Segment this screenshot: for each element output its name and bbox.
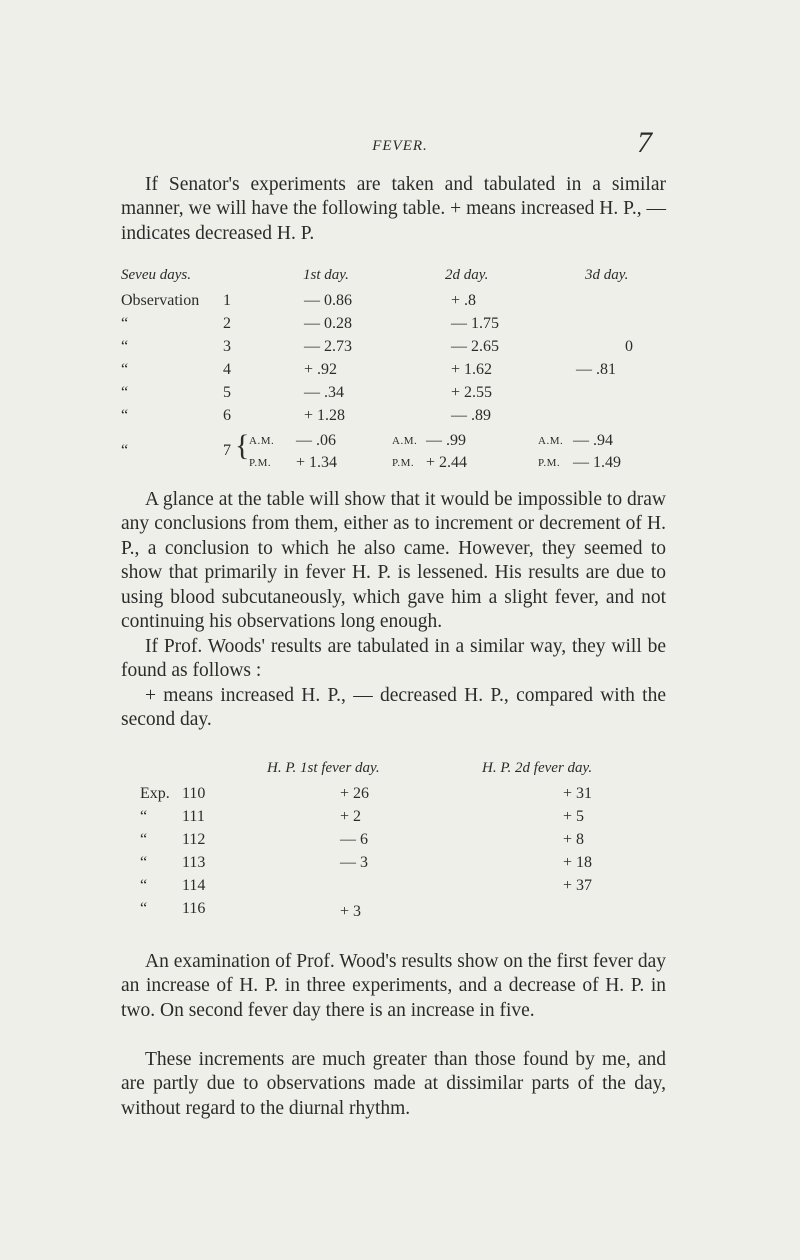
day1-value: — .34 bbox=[304, 384, 344, 401]
day1-value: — 0.28 bbox=[304, 315, 352, 332]
am-label: A.M. bbox=[392, 435, 418, 447]
fever2-value: + 5 bbox=[563, 808, 585, 825]
senator-table bbox=[121, 267, 721, 477]
experiment-number: 114 bbox=[182, 877, 206, 894]
fever1-value: + 26 bbox=[340, 785, 370, 802]
row-number: 3 bbox=[223, 338, 231, 355]
row-label: “ bbox=[140, 831, 148, 848]
row-label: Exp. bbox=[140, 785, 170, 802]
row-label: Observation bbox=[121, 292, 200, 309]
day2-am-value: — .99 bbox=[426, 432, 466, 449]
paragraph-intro: If Senator's experiments are taken and tabulated in a similar manner, we will have the following table. + means increased H. P., — indicates decreased H. P. bbox=[121, 174, 666, 244]
am-label: A.M. bbox=[538, 435, 564, 447]
row-label: “ bbox=[121, 315, 129, 332]
day2-value: + .8 bbox=[451, 292, 477, 309]
paragraph-legend: + means increased H. P., — decreased H. P., compared with the second day. bbox=[121, 685, 666, 731]
day2-value: + 1.62 bbox=[451, 361, 493, 378]
row-number: 4 bbox=[223, 361, 231, 378]
day3-value: — .81 bbox=[576, 361, 616, 378]
day1-value: — 0.86 bbox=[304, 292, 352, 309]
row-number: 7 bbox=[223, 442, 231, 459]
fever1-value: + 3 bbox=[340, 903, 362, 920]
day1-value: + .92 bbox=[304, 361, 338, 378]
paragraph-glance: A glance at the table will show that it would be impossible to draw any conclusions from them, either as to increment or decrement of H. P., a conclusion to which he also came. However, they seemed to show that primarily in fever H. P. is lessened. His results are due to using blood subcutaneously, which gave him a slight fever, and not continuing his observations long enough. bbox=[121, 489, 666, 633]
row-label: “ bbox=[121, 338, 129, 355]
day2-value: — .89 bbox=[451, 407, 491, 424]
row-label: “ bbox=[121, 442, 129, 459]
table-header-fever1: H. P. 1st fever day. bbox=[267, 760, 380, 776]
table-header-day3: 3d day. bbox=[585, 267, 629, 283]
fever2-value: + 31 bbox=[563, 785, 593, 802]
experiment-number: 112 bbox=[182, 831, 206, 848]
row-label: “ bbox=[121, 384, 129, 401]
fever2-value: + 37 bbox=[563, 877, 593, 894]
woods-table bbox=[140, 760, 700, 930]
row-number: 5 bbox=[223, 384, 231, 401]
row-number: 6 bbox=[223, 407, 231, 424]
table-header-day2: 2d day. bbox=[445, 267, 489, 283]
paragraph-woods: If Prof. Woods' results are tabulated in a similar way, they will be found as follows : bbox=[121, 636, 666, 682]
fever1-value: + 2 bbox=[340, 808, 362, 825]
fever1-value: — 3 bbox=[340, 854, 368, 871]
day2-value: + 2.55 bbox=[451, 384, 493, 401]
row-number: 2 bbox=[223, 315, 231, 332]
pm-label: P.M. bbox=[249, 457, 272, 469]
day1-value: + 1.28 bbox=[304, 407, 346, 424]
row-label: “ bbox=[140, 877, 148, 894]
pm-label: P.M. bbox=[538, 457, 561, 469]
row-label: “ bbox=[140, 808, 148, 825]
experiment-number: 113 bbox=[182, 854, 206, 871]
experiment-number: 110 bbox=[182, 785, 206, 802]
day2-pm-value: + 2.44 bbox=[426, 454, 468, 471]
day3-pm-value: — 1.49 bbox=[573, 454, 621, 471]
fever2-value: + 8 bbox=[563, 831, 585, 848]
paragraph-increments: These increments are much greater than those found by me, and are partly due to observations made at dissimilar parts of the day, without regard to the diurnal rhythm. bbox=[121, 1049, 666, 1119]
table-header-day1: 1st day. bbox=[303, 267, 349, 283]
day3-value: 0 bbox=[625, 338, 633, 355]
fever1-value: — 6 bbox=[340, 831, 368, 848]
brace: { bbox=[235, 429, 250, 462]
running-head: FEVER. bbox=[372, 138, 428, 154]
row-label: “ bbox=[140, 854, 148, 871]
table-header-fever2: H. P. 2d fever day. bbox=[482, 760, 593, 776]
experiment-number: 116 bbox=[182, 900, 206, 917]
day1-value: — 2.73 bbox=[304, 338, 352, 355]
row-label: “ bbox=[121, 361, 129, 378]
row-label: “ bbox=[121, 407, 129, 424]
day2-value: — 1.75 bbox=[451, 315, 499, 332]
paragraph-examination: An examination of Prof. Wood's results show on the first fever day an increase of H. P. in three experiments, and a decrease of H. P. in two. On second fever day there is an increase in five. bbox=[121, 951, 666, 1021]
pm-label: P.M. bbox=[392, 457, 415, 469]
day1-am-value: — .06 bbox=[296, 432, 336, 449]
experiment-number: 111 bbox=[182, 808, 205, 825]
fever2-value: + 18 bbox=[563, 854, 593, 871]
am-label: A.M. bbox=[249, 435, 275, 447]
day3-am-value: — .94 bbox=[573, 432, 613, 449]
table-header-days: Seveu days. bbox=[121, 267, 191, 283]
row-number: 1 bbox=[223, 292, 231, 309]
row-label: “ bbox=[140, 900, 148, 917]
page-number: 7 bbox=[637, 126, 652, 159]
day1-pm-value: + 1.34 bbox=[296, 454, 338, 471]
day2-value: — 2.65 bbox=[451, 338, 499, 355]
